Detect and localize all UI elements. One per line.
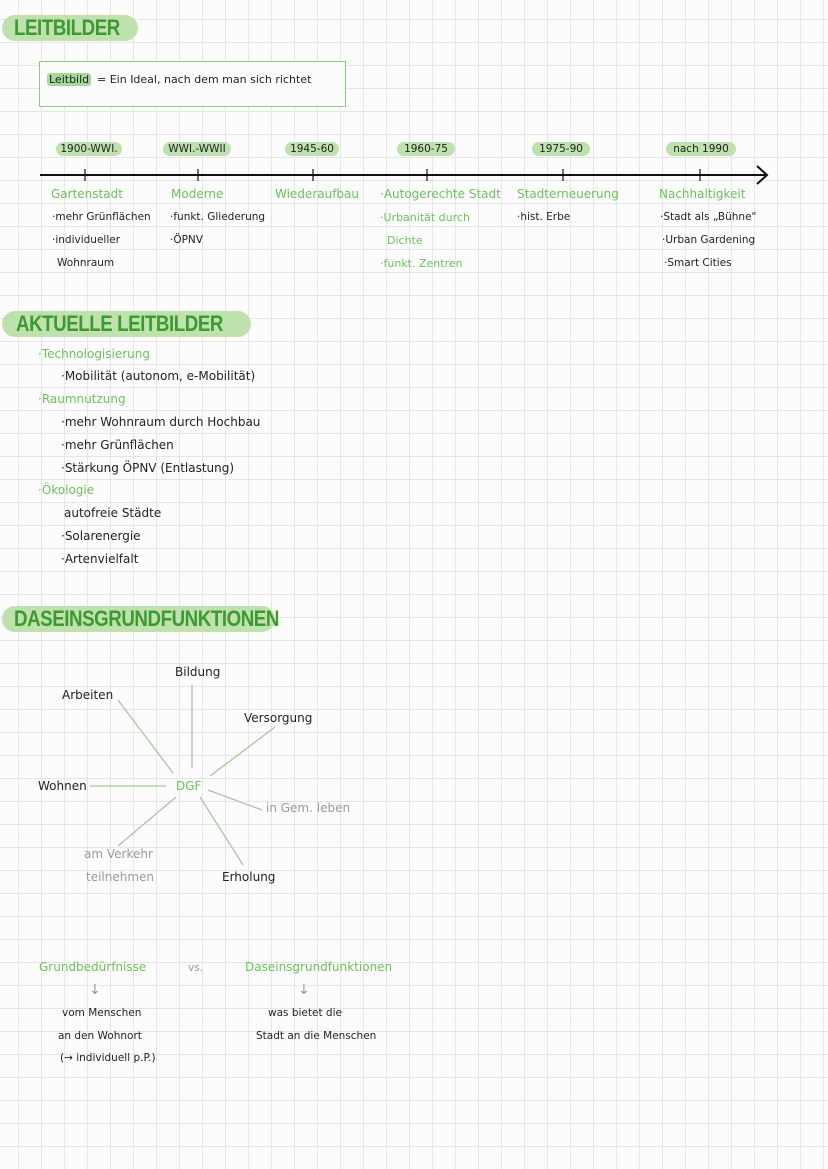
arrow-down-icon: ↓ (89, 982, 101, 998)
timeline-title: Wiederaufbau (275, 187, 360, 201)
dgf-node-gem-leben: in Gem. leben (266, 801, 351, 815)
dgf-node-arbeiten: Arbeiten (62, 688, 114, 702)
group-item: ·Solarenergie (61, 529, 141, 543)
compare-left-title: Grundbedürfnisse (39, 960, 147, 974)
timeline-date: 1960-75 (397, 142, 455, 156)
compare-left-line: vom Menschen (62, 1007, 142, 1019)
compare-left-line: an den Wohnort (58, 1030, 142, 1042)
group-item: ·mehr Wohnraum durch Hochbau (61, 415, 261, 429)
dgf-node-erholung: Erholung (222, 870, 276, 884)
timeline-note: ·mehr Grünflächen (52, 211, 151, 223)
group-item: autofreie Städte (64, 506, 162, 520)
compare-right-title: Daseinsgrundfunktionen (245, 960, 393, 974)
section-title-leitbilder: LEITBILDER (14, 15, 120, 40)
timeline-note: ·Smart Cities (664, 257, 732, 269)
dgf-center: DGF (176, 779, 202, 793)
arrow-down-icon: ↓ (298, 982, 310, 998)
timeline-note: ·ÖPNV (170, 234, 203, 246)
timeline-date: 1945-60 (285, 142, 339, 156)
timeline-note: ·Urbanität durch (380, 211, 470, 224)
section-title-daseinsgrundfunktionen: DASEINSGRUNDFUNKTIONEN (14, 606, 279, 631)
compare-vs: vs. (188, 962, 204, 974)
timeline-date: 1900-WWI. (56, 142, 122, 156)
timeline-note: ·funkt. Gliederung (170, 211, 266, 223)
compare-right-line: Stadt an die Menschen (256, 1030, 377, 1042)
definition-text: = Ein Ideal, nach dem man sich richtet (97, 73, 312, 86)
section-title-aktuelle-leitbilder: AKTUELLE LEITBILDER (16, 311, 223, 336)
compare-left-line: (→ individuell p.P.) (60, 1052, 156, 1064)
group-label: ·Ökologie (38, 483, 95, 497)
timeline-title: ·Autogerechte Stadt (380, 187, 501, 201)
timeline-note: ·individueller (52, 234, 121, 246)
dgf-node-verkehr: am Verkehr (84, 847, 153, 861)
timeline-title: Moderne (171, 187, 224, 201)
timeline-title: Gartenstadt (51, 187, 123, 201)
timeline-date: WWI.-WWII (163, 142, 231, 156)
timeline-note: ·Stadt als „Bühne" (660, 211, 757, 223)
group-item: ·Mobilität (autonom, e-Mobilität) (61, 369, 256, 383)
timeline-note: ·hist. Erbe (517, 211, 571, 223)
group-item: ·Artenvielfalt (61, 552, 139, 566)
compare-right-line: was bietet die (268, 1007, 342, 1019)
dgf-diagram-lines (0, 650, 828, 950)
group-item: ·Stärkung ÖPNV (Entlastung) (61, 461, 235, 475)
dgf-node-versorgung: Versorgung (244, 711, 313, 725)
timeline-title: Stadterneuerung (517, 187, 619, 201)
timeline-note: Dichte (387, 234, 423, 247)
timeline-note: ·Urban Gardening (662, 234, 756, 246)
timeline-date: 1975-90 (532, 142, 590, 156)
group-item: ·mehr Grünflächen (61, 438, 174, 452)
dgf-node-wohnen: Wohnen (38, 779, 87, 793)
definition-term: Leitbild (49, 73, 90, 86)
dgf-node-bildung: Bildung (175, 665, 221, 679)
group-label: ·Raumnutzung (38, 392, 126, 406)
timeline-note: Wohnraum (57, 257, 115, 269)
timeline-date: nach 1990 (666, 142, 736, 156)
timeline-title: Nachhaltigkeit (659, 187, 746, 201)
timeline-note: ·funkt. Zentren (380, 257, 463, 270)
dgf-node-verkehr: teilnehmen (86, 870, 155, 884)
group-label: ·Technologisierung (38, 347, 150, 361)
